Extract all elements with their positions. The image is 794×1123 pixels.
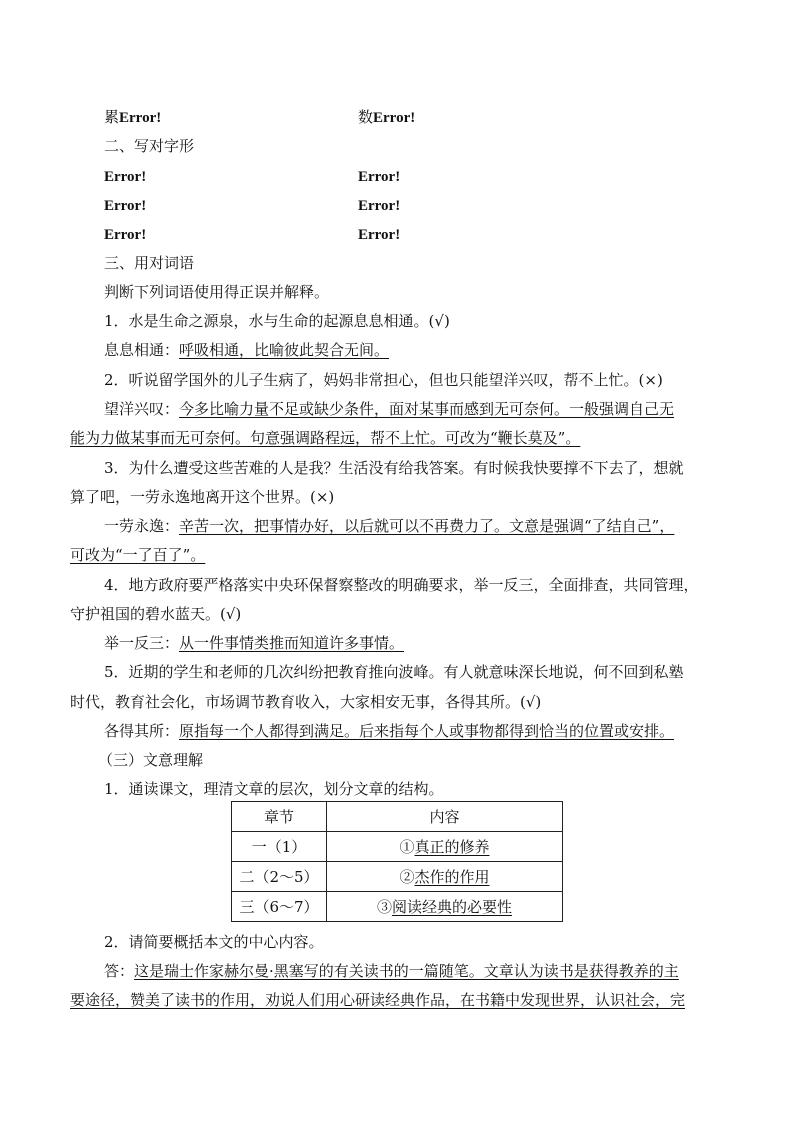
answer-5 <box>104 721 674 741</box>
answer-text: 可改为“一了百了”。 <box>70 546 206 564</box>
answer-label: 举一反三： <box>104 634 180 652</box>
answer-3-line1 <box>104 516 674 536</box>
table-header: 内容 <box>327 802 563 832</box>
table-header-row <box>232 802 563 832</box>
char-entry <box>358 107 415 128</box>
char: 累 <box>104 108 120 126</box>
item-number: ② <box>399 868 415 886</box>
answer-text: 能为力做某事而无可奈何。句意强调路程远，帮不上忙。可改为“鞭长莫及”。 <box>70 429 581 447</box>
question-5-line1: 5．近期的学生和老师的几次纠纷把教育推向波峰。有人就意味深长地说，何不回到私塾 <box>104 663 684 681</box>
char: 数 <box>358 108 374 126</box>
char-entry <box>104 107 161 128</box>
table-cell: 一（1） <box>232 832 327 862</box>
table-header: 章节 <box>232 802 327 832</box>
section-title: 二、写对字形 <box>104 137 195 155</box>
question-3-line2: 算了吧，一劳永逸地离开这个世界。(×) <box>70 488 335 506</box>
answer-label: 答： <box>104 962 135 980</box>
answer-text: 要途径，赞美了读书的作用，劝说人们用心研读经典作品，在书籍中发现世界，认识社会，完 <box>70 991 686 1009</box>
answer-label: 息息相通： <box>104 341 180 359</box>
cell-content: 阅读经典的必要性 <box>392 898 513 916</box>
answer-3-line2 <box>70 545 205 565</box>
question-4-line2: 守护祖国的碧水蓝天。(√) <box>70 605 242 623</box>
answer-text: 原指每一个人都得到满足。后来指每个人或事物都得到恰当的位置或安排。 <box>179 722 675 740</box>
answer-1 <box>104 340 389 360</box>
cell-content: 杰作的作用 <box>414 868 490 886</box>
answer-label: 各得其所： <box>104 722 180 740</box>
question-4-line1: 4．地方政府要严格落实中央环保督察整改的明确要求，举一反三，全面排查，共同管理， <box>104 576 699 594</box>
comprehension-question-1: 1．通读课文，理清文章的层次，划分文章的结构。 <box>104 780 444 798</box>
answer-text: 这是瑞士作家赫尔曼·黑塞写的有关读书的一篇随笔。文章认为读书是获得教养的主 <box>134 962 679 980</box>
error-text: Error! <box>104 227 147 243</box>
answer-2-line2 <box>70 428 580 448</box>
answer-2-line1 <box>104 399 674 419</box>
error-text: Error! <box>358 198 401 214</box>
question-1: 1．水是生命之源泉，水与生命的起源息息相通。(√) <box>104 312 450 330</box>
answer-text: 今多比喻力量不足或缺少条件，面对某事而感到无可奈何。一般强调自己无 <box>179 400 675 418</box>
item-number: ③ <box>376 898 392 916</box>
table-cell <box>327 832 563 862</box>
answer-text: 呼吸相通，比喻彼此契合无间。 <box>179 341 390 359</box>
cell-content: 真正的修养 <box>414 838 490 856</box>
structure-table <box>231 801 563 922</box>
error-text: Error! <box>104 198 147 214</box>
question-5-line2: 时代，教育社会化，市场调节教育收入，大家相安无事，各得其所。(√) <box>70 693 542 711</box>
answer-label: 望洋兴叹： <box>104 400 180 418</box>
table-cell <box>327 862 563 892</box>
answer-summary-line2 <box>70 990 685 1010</box>
error-text: Error! <box>104 169 147 185</box>
answer-label: 一劳永逸： <box>104 517 180 535</box>
table-cell: 二（2～5） <box>232 862 327 892</box>
instruction: 判断下列词语使用得正误并解释。 <box>104 283 330 301</box>
table-row <box>232 862 563 892</box>
section-title: 三、用对词语 <box>104 254 195 272</box>
answer-text: 辛苦一次，把事情办好，以后就可以不再费力了。文意是强调“了结自己”， <box>179 517 675 535</box>
error-text: Error! <box>358 169 401 185</box>
answer-text: 从一件事情类推而知道许多事情。 <box>179 634 405 652</box>
table-cell <box>327 892 563 922</box>
table-row <box>232 832 563 862</box>
error-text: Error! <box>373 110 416 126</box>
answer-4 <box>104 633 404 653</box>
answer-summary-line1 <box>104 961 679 981</box>
table-row <box>232 892 563 922</box>
comprehension-question-2: 2．请简要概括本文的中心内容。 <box>104 933 324 951</box>
table-cell: 三（6～7） <box>232 892 327 922</box>
question-3-line1: 3．为什么遭受这些苦难的人是我？生活没有给我答案。有时候我快要撑不下去了，想就 <box>104 459 684 477</box>
item-number: ① <box>399 838 415 856</box>
question-2: 2．听说留学国外的儿子生病了，妈妈非常担心，但也只能望洋兴叹，帮不上忙。(×) <box>104 371 663 389</box>
error-text: Error! <box>119 110 162 126</box>
error-text: Error! <box>358 227 401 243</box>
section-title: （三）文意理解 <box>98 751 204 769</box>
